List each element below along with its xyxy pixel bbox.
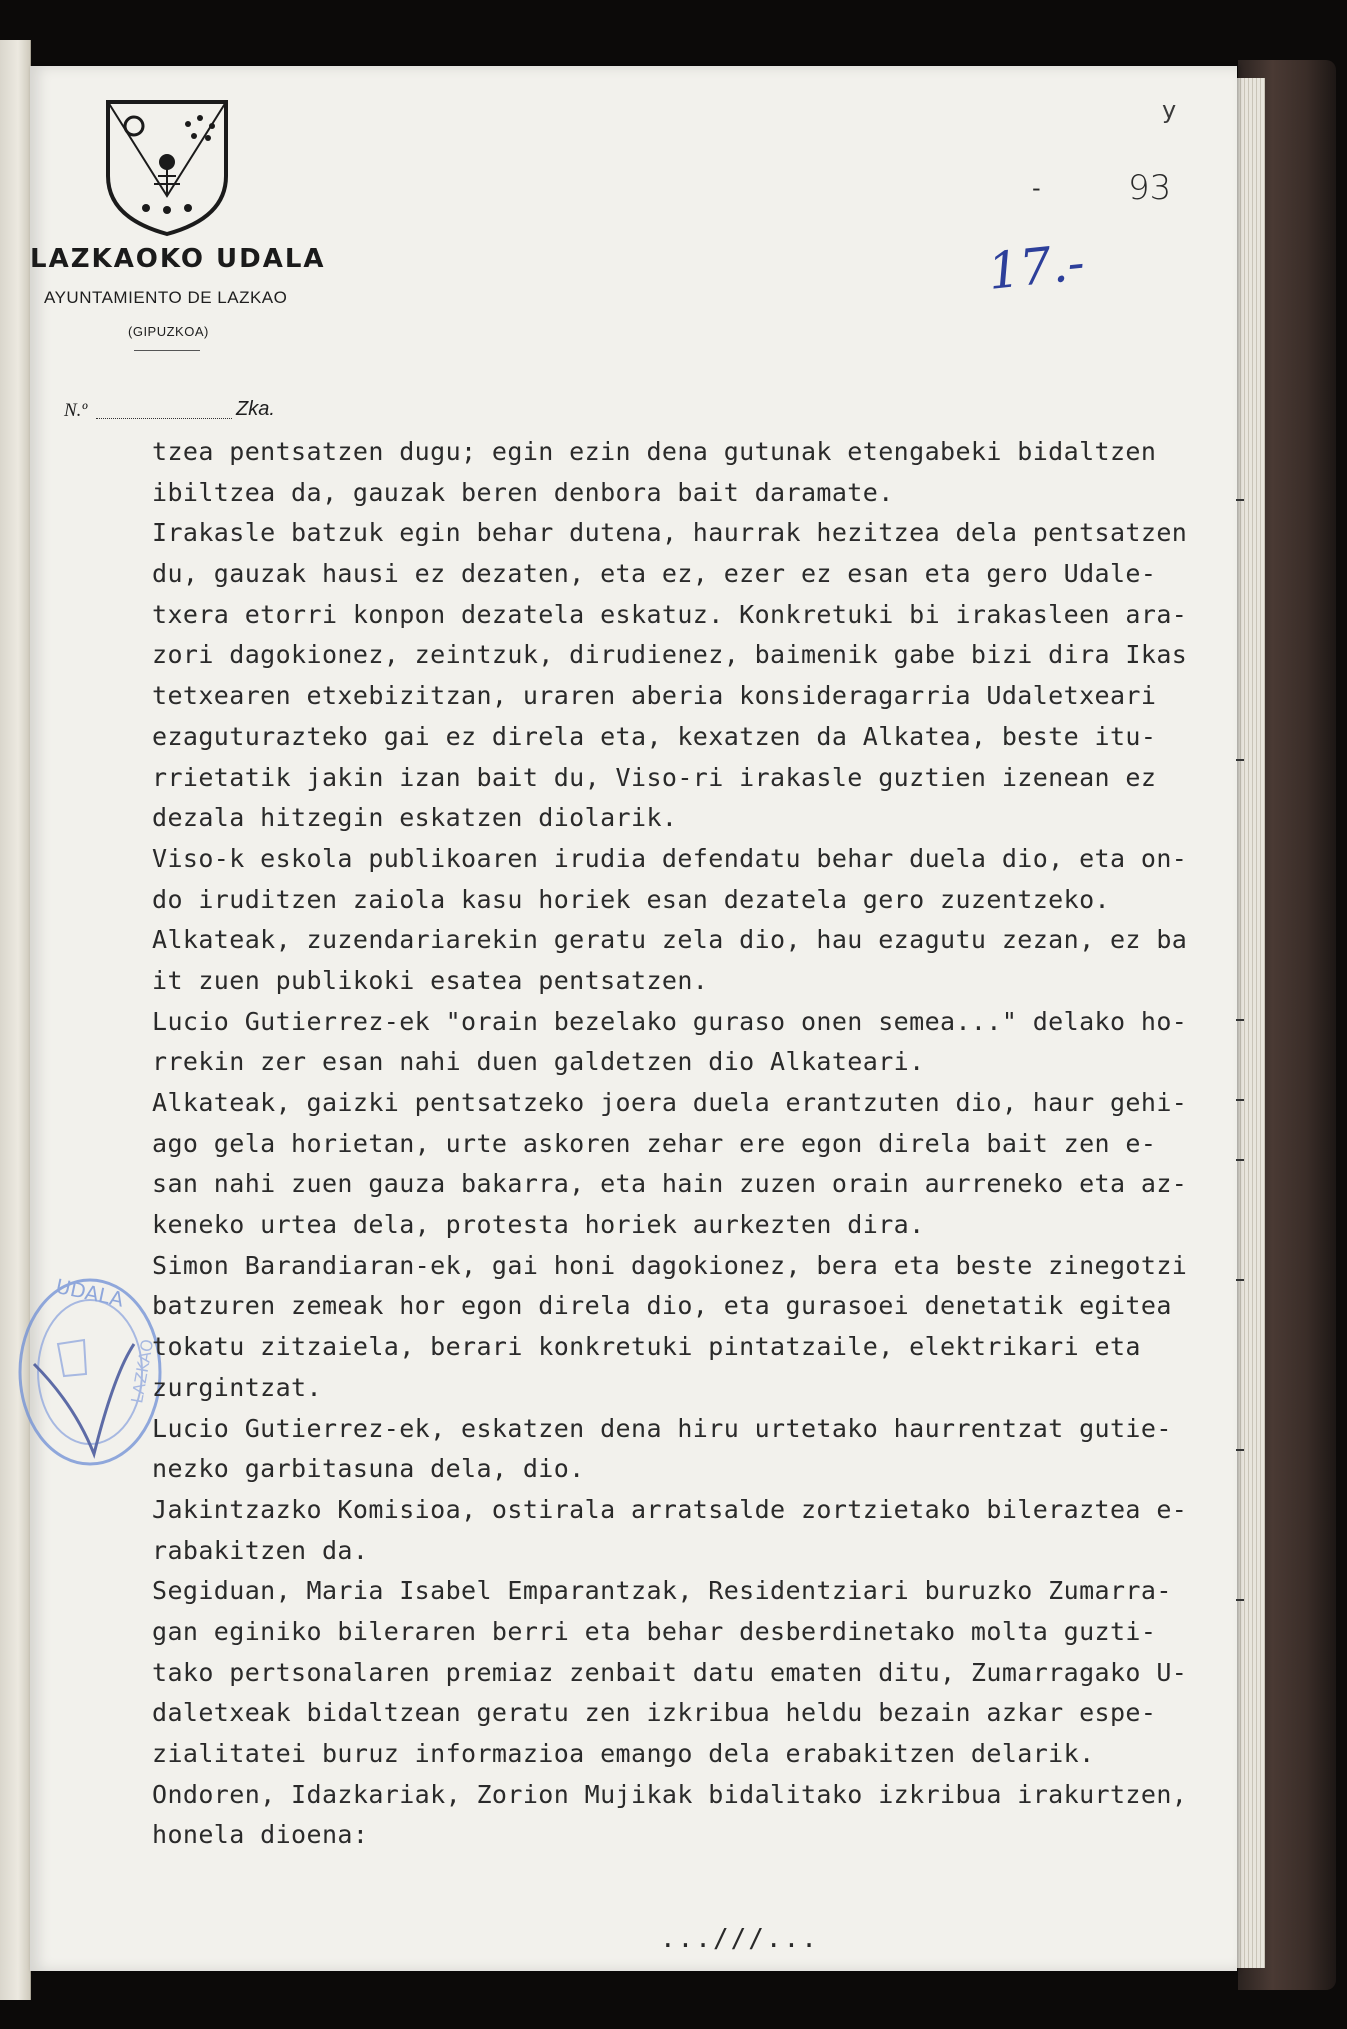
text-line: Lucio Gutierrez-ek "orain bezelako guraso onen semea..." delako ho- [152, 1006, 1188, 1036]
text-line: zori dagokionez, zeintzuk, dirudienez, baimenik gabe bizi dira Ikas [152, 640, 1188, 670]
handwritten-item-number: 17.- [985, 233, 1088, 301]
text-line: gan eginiko bileraren berri eta behar desberdinetako molta guzti- [152, 1616, 1157, 1646]
text-line: honela dioena: [152, 1820, 369, 1850]
text-line: rabakitzen da. [152, 1535, 369, 1565]
continuation-mark: ...///... [660, 1924, 819, 1954]
folio-number: 93 [1128, 168, 1172, 208]
text-line: keneko urtea dela, protesta horiek aurkezten dira. [152, 1210, 925, 1240]
text-line: tzea pentsatzen dugu; egin ezin dena gutunak etengabeki bidaltzen [152, 437, 1157, 466]
stamp-text-side: LAZKAO [127, 1337, 158, 1405]
text-line: rrekin zer esan nahi duen galdetzen dio Alkateari. [152, 1047, 925, 1077]
corner-mark: y [1162, 96, 1177, 124]
text-line: ezaguturazteko gai ez direla eta, kexatzen da Alkatea, beste itu- [152, 721, 1157, 751]
text-line: Alkateak, gaizki pentsatzeko joera duela erantzuten dio, haur gehi- [152, 1088, 1188, 1117]
number-label: N.º [64, 400, 88, 421]
document-body [152, 432, 1242, 1856]
text-line: Ondoren, Idazkariak, Zorion Mujikak bidalitako izkribua irakurtzen, [152, 1779, 1188, 1809]
text-line: nezko garbitasuna dela, dio. [152, 1454, 585, 1484]
text-line: tokatu zitzaiela, berari konkretuki pintatzaile, elektrikari eta [152, 1332, 1141, 1362]
text-line: du, gauzak hausi ez dezaten, eta ez, ezer ez esan eta gero Udale- [152, 559, 1157, 589]
text-line: dezala hitzegin eskatzen diolarik. [152, 803, 678, 833]
text-line: zurgintzat. [152, 1372, 322, 1402]
text-line: Jakintzazko Komisioa, ostirala arratsalde zortzietako bileraztea e- [152, 1494, 1188, 1524]
text-line: ibiltzea da, gauzak beren denbora bait daramate. [152, 477, 894, 507]
coat-of-arms-icon [104, 98, 230, 238]
official-stamp-icon [14, 1254, 166, 1504]
org-name: LAZKAOKO UDALA [30, 244, 326, 274]
text-line: txera etorri konpon dezatela eskatuz. Konkretuki bi irakasleen ara- [152, 599, 1188, 629]
text-line: Segiduan, Maria Isabel Emparantzak, Residentziari buruzko Zumarra- [152, 1576, 1172, 1606]
org-subtitle: AYUNTAMIENTO DE LAZKAO [44, 288, 288, 307]
text-line: Irakasle batzuk egin behar dutena, haurrak hezitzea dela pentsatzen [152, 518, 1188, 548]
text-line: it zuen publikoki esatea pentsatzen. [152, 965, 709, 995]
text-line: san nahi zuen gauza bakarra, eta hain zuzen orain aurreneko eta az- [152, 1169, 1188, 1199]
folio-dash: - [1032, 174, 1041, 202]
text-line: daletxeak bidaltzean geratu zen izkribua heldu bezain azkar espe- [152, 1698, 1157, 1728]
text-line: Lucio Gutierrez-ek, eskatzen dena hiru urtetako haurrentzat gutie- [152, 1413, 1172, 1443]
text-line: Viso-k eskola publikoaren irudia defendatu behar duela dio, eta on- [152, 843, 1188, 873]
text-line: zialitatei buruz informazioa emango dela erabakitzen delarik. [152, 1739, 1095, 1768]
text-line: Simon Barandiaran-ek, gai honi dagokionez, bera eta beste zinegotzi [152, 1250, 1188, 1280]
binder-left-page [0, 40, 31, 2000]
text-line: do iruditzen zaiola kasu horiek esan dezatela gero zuzentzeko. [152, 884, 1110, 914]
text-line: ago gela horietan, urte askoren zehar ere egon direla bait zen e- [152, 1128, 1157, 1158]
text-line: rrietatik jakin izan bait du, Viso-ri irakasle guztien izenean ez [152, 762, 1157, 792]
text-line: tetxearen etxebizitzan, uraren aberia konsideragarria Udaletxeari [152, 681, 1157, 711]
stamp-text: UDALA [53, 1273, 126, 1312]
text-line: tako pertsonalaren premiaz zenbait datu ematen ditu, Zumarragako U- [152, 1657, 1188, 1687]
org-region: (GIPUZKOA) [128, 324, 209, 339]
text-line: batzuren zemeak hor egon direla dio, eta gurasoei denetatik egitea [152, 1291, 1172, 1321]
number-field-line [96, 417, 232, 419]
text-line: Alkateak, zuzendariarekin geratu zela dio, hau ezagutu zezan, ez ba [152, 925, 1188, 955]
zka-label: Zka. [236, 398, 275, 420]
divider [134, 350, 200, 351]
